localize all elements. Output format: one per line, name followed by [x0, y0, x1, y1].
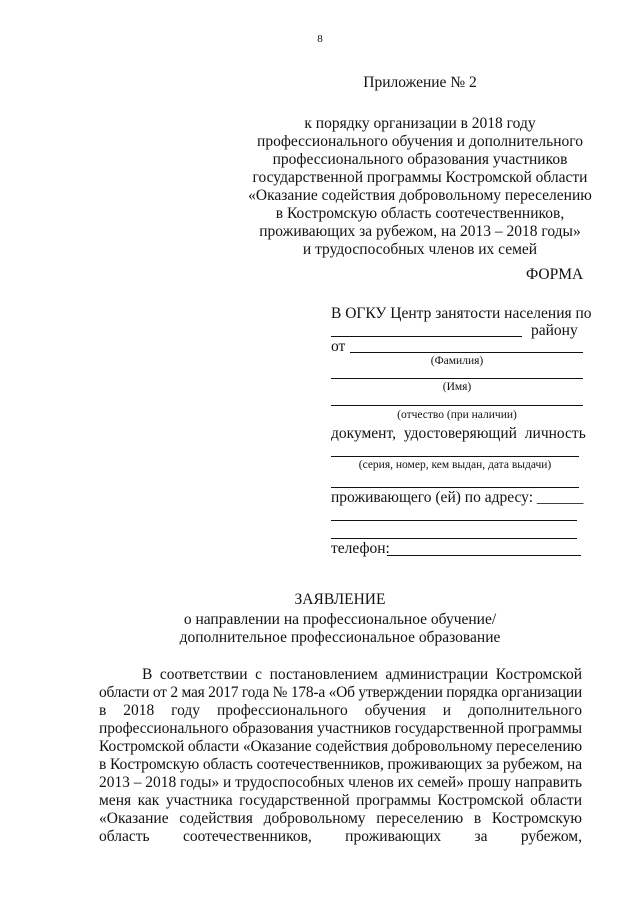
body-line: «Оказание содействия добровольному переселению в Костромскую — [99, 810, 582, 827]
document-field-line[interactable] — [331, 456, 579, 457]
rayon-field-line[interactable] — [331, 336, 522, 337]
document-label — [331, 425, 586, 443]
phone-field-line[interactable] — [387, 555, 581, 556]
body-line: профессионального образования участников государственной программы — [99, 720, 582, 737]
phone-label: телефон: — [331, 540, 390, 557]
surname-hint: (Фамилия) — [430, 355, 484, 367]
appendix-title: Приложение № 2 — [363, 74, 477, 91]
statement-subtitle: дополнительное профессиональное образование — [179, 629, 501, 646]
patronymic-field-line[interactable] — [331, 405, 583, 406]
document-text: документ, удостоверяющий личность — [331, 425, 586, 442]
body-line: область соотечественников, проживающих за рубежом, — [99, 828, 582, 845]
appendix-line: профессионального образования участников — [272, 151, 568, 168]
page-number: 8 — [317, 33, 323, 45]
document-field-line-2[interactable] — [331, 487, 579, 488]
name-field-line[interactable] — [331, 378, 583, 379]
body-line: области от 2 мая 2017 года № 178-а «Об утверждении порядка организации — [99, 684, 582, 701]
body-line: меня как участника государственной программы Костромской области — [99, 792, 582, 809]
appendix-line: и трудоспособных членов их семей — [302, 241, 538, 258]
surname-field-line[interactable] — [350, 352, 583, 353]
document-hint: (серия, номер, кем выдан, дата выдачи) — [358, 459, 552, 471]
addressee-line: В ОГКУ Центр занятости населения по — [331, 305, 592, 322]
address-field-line[interactable] — [331, 520, 577, 521]
body-line: В соответствии с постановлением администрации Костромской — [142, 666, 582, 683]
from-label: от — [331, 338, 346, 355]
form-label: ФОРМА — [526, 266, 584, 283]
appendix-line: к порядку организации в 2018 году — [304, 115, 536, 132]
rayon-label: району — [531, 322, 578, 339]
body-line: 2013 – 2018 годы» и трудоспособных членов их семей» прошу направить — [99, 774, 582, 791]
body-line: в 2018 году профессионального обучения и дополнительного — [99, 702, 582, 719]
appendix-line: «Оказание содействия добровольному переселению — [248, 187, 592, 204]
address-field-line-2[interactable] — [331, 538, 577, 539]
patronymic-hint: (отчество (при наличии) — [397, 409, 517, 421]
residing-label: проживающего (ей) по адресу: ______ — [331, 489, 584, 506]
appendix-line: в Костромскую область соотечественников, — [275, 205, 565, 222]
appendix-line: проживающих за рубежом, на 2013 – 2018 годы» — [259, 223, 581, 240]
body-line: Костромской области «Оказание содействия добровольному переселению — [99, 738, 582, 755]
body-line: в Костромскую область соотечественников, проживающих за рубежом, на — [99, 756, 582, 773]
statement-subtitle: о направлении на профессиональное обучение/ — [183, 611, 497, 628]
name-hint: (Имя) — [442, 381, 472, 393]
appendix-line: профессионального обучения и дополнительного — [257, 133, 583, 150]
appendix-line: государственной программы Костромской области — [252, 169, 588, 186]
statement-title: ЗАЯВЛЕНИЕ — [294, 591, 386, 608]
